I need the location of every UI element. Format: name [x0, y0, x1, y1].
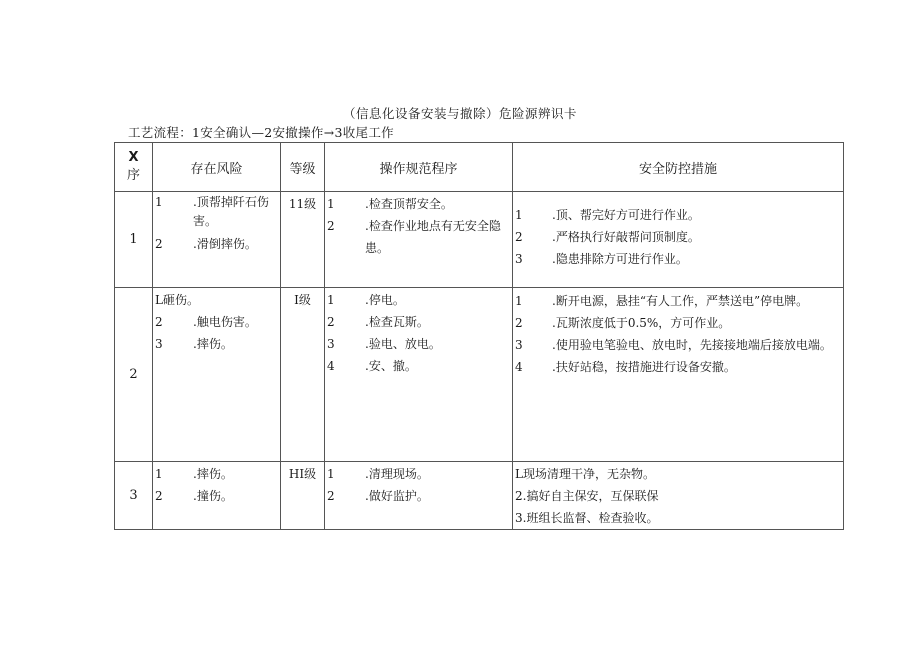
- list-item: L砸伤。: [155, 293, 199, 307]
- list-item: 4 .安、撤。: [327, 359, 417, 373]
- header-seq-label: 序: [126, 168, 140, 183]
- list-item: 2 .检查作业地点有无安全隐患。: [327, 219, 501, 255]
- procedure-cell: [325, 192, 513, 288]
- list-item: 3 .摔伤。: [155, 337, 233, 351]
- table-row: [115, 462, 844, 530]
- list-item: 2 .滑倒摔伤。: [155, 237, 257, 251]
- list-item: 2 .触电伤害。: [155, 315, 257, 329]
- header-row: [115, 143, 844, 192]
- row-number: 2: [115, 288, 153, 462]
- measures-cell: [513, 462, 844, 530]
- list-item: L现场清理干净，无杂物。: [515, 467, 655, 481]
- risk-cell: [153, 192, 281, 288]
- header-procedure: 操作规范程序: [325, 143, 513, 192]
- measures-cell: [513, 288, 844, 462]
- hazard-table: [114, 142, 844, 530]
- header-seq-x: X: [128, 150, 139, 165]
- table-row: [115, 192, 844, 288]
- list-item: 1 .检查顶帮安全。: [327, 197, 453, 211]
- procedure-cell: [325, 288, 513, 462]
- level-cell: HI级: [281, 462, 325, 530]
- list-item: 2 .做好监护。: [327, 489, 429, 503]
- header-measures: 安全防控措施: [513, 143, 844, 192]
- row-number: 3: [115, 462, 153, 530]
- header-level: 等级: [281, 143, 325, 192]
- list-item: 4 .扶好站稳，按措施进行设备安撤。: [515, 360, 736, 374]
- risk-cell: [153, 462, 281, 530]
- measures-cell: [513, 192, 844, 288]
- level-cell: Ⅰ级: [281, 288, 325, 462]
- table-row: [115, 288, 844, 462]
- list-item: 3 .验电、放电。: [327, 337, 441, 351]
- list-item: 3 .隐患排除方可进行作业。: [515, 252, 688, 266]
- header-seq: [115, 143, 153, 192]
- document-title: （信息化设备安装与撤除）危险源辨识卡: [342, 106, 577, 121]
- list-item: 2 .检查瓦斯。: [327, 315, 429, 329]
- list-item: 1 .断开电源，悬挂“有人工作，严禁送电”停电牌。: [515, 294, 809, 308]
- list-item: 2 .撞伤。: [155, 489, 233, 503]
- list-item: 1 .停电。: [327, 293, 405, 307]
- procedure-cell: [325, 462, 513, 530]
- list-item: 1 .清理现场。: [327, 467, 429, 481]
- list-item: 1 .摔伤。: [155, 467, 233, 481]
- row-number: 1: [115, 192, 153, 288]
- list-item: 1 .顶帮掉阡石伤害。: [155, 195, 269, 228]
- process-flow: 工艺流程：1安全确认—2安撤操作→3收尾工作: [128, 125, 394, 140]
- list-item: 2.搞好自主保安，互保联保: [515, 489, 659, 503]
- level-cell: 11级: [281, 192, 325, 288]
- list-item: 2 .瓦斯浓度低于0.5%，方可作业。: [515, 316, 731, 330]
- list-item: 2 .严格执行好敲帮问顶制度。: [515, 230, 700, 244]
- header-risk: 存在风险: [153, 143, 281, 192]
- risk-cell: [153, 288, 281, 462]
- list-item: 3.班组长监督、检查验收。: [515, 511, 659, 525]
- list-item: 1 .顶、帮完好方可进行作业。: [515, 208, 700, 222]
- list-item: 3 .使用验电笔验电、放电时，先接接地端后接放电端。: [515, 338, 832, 352]
